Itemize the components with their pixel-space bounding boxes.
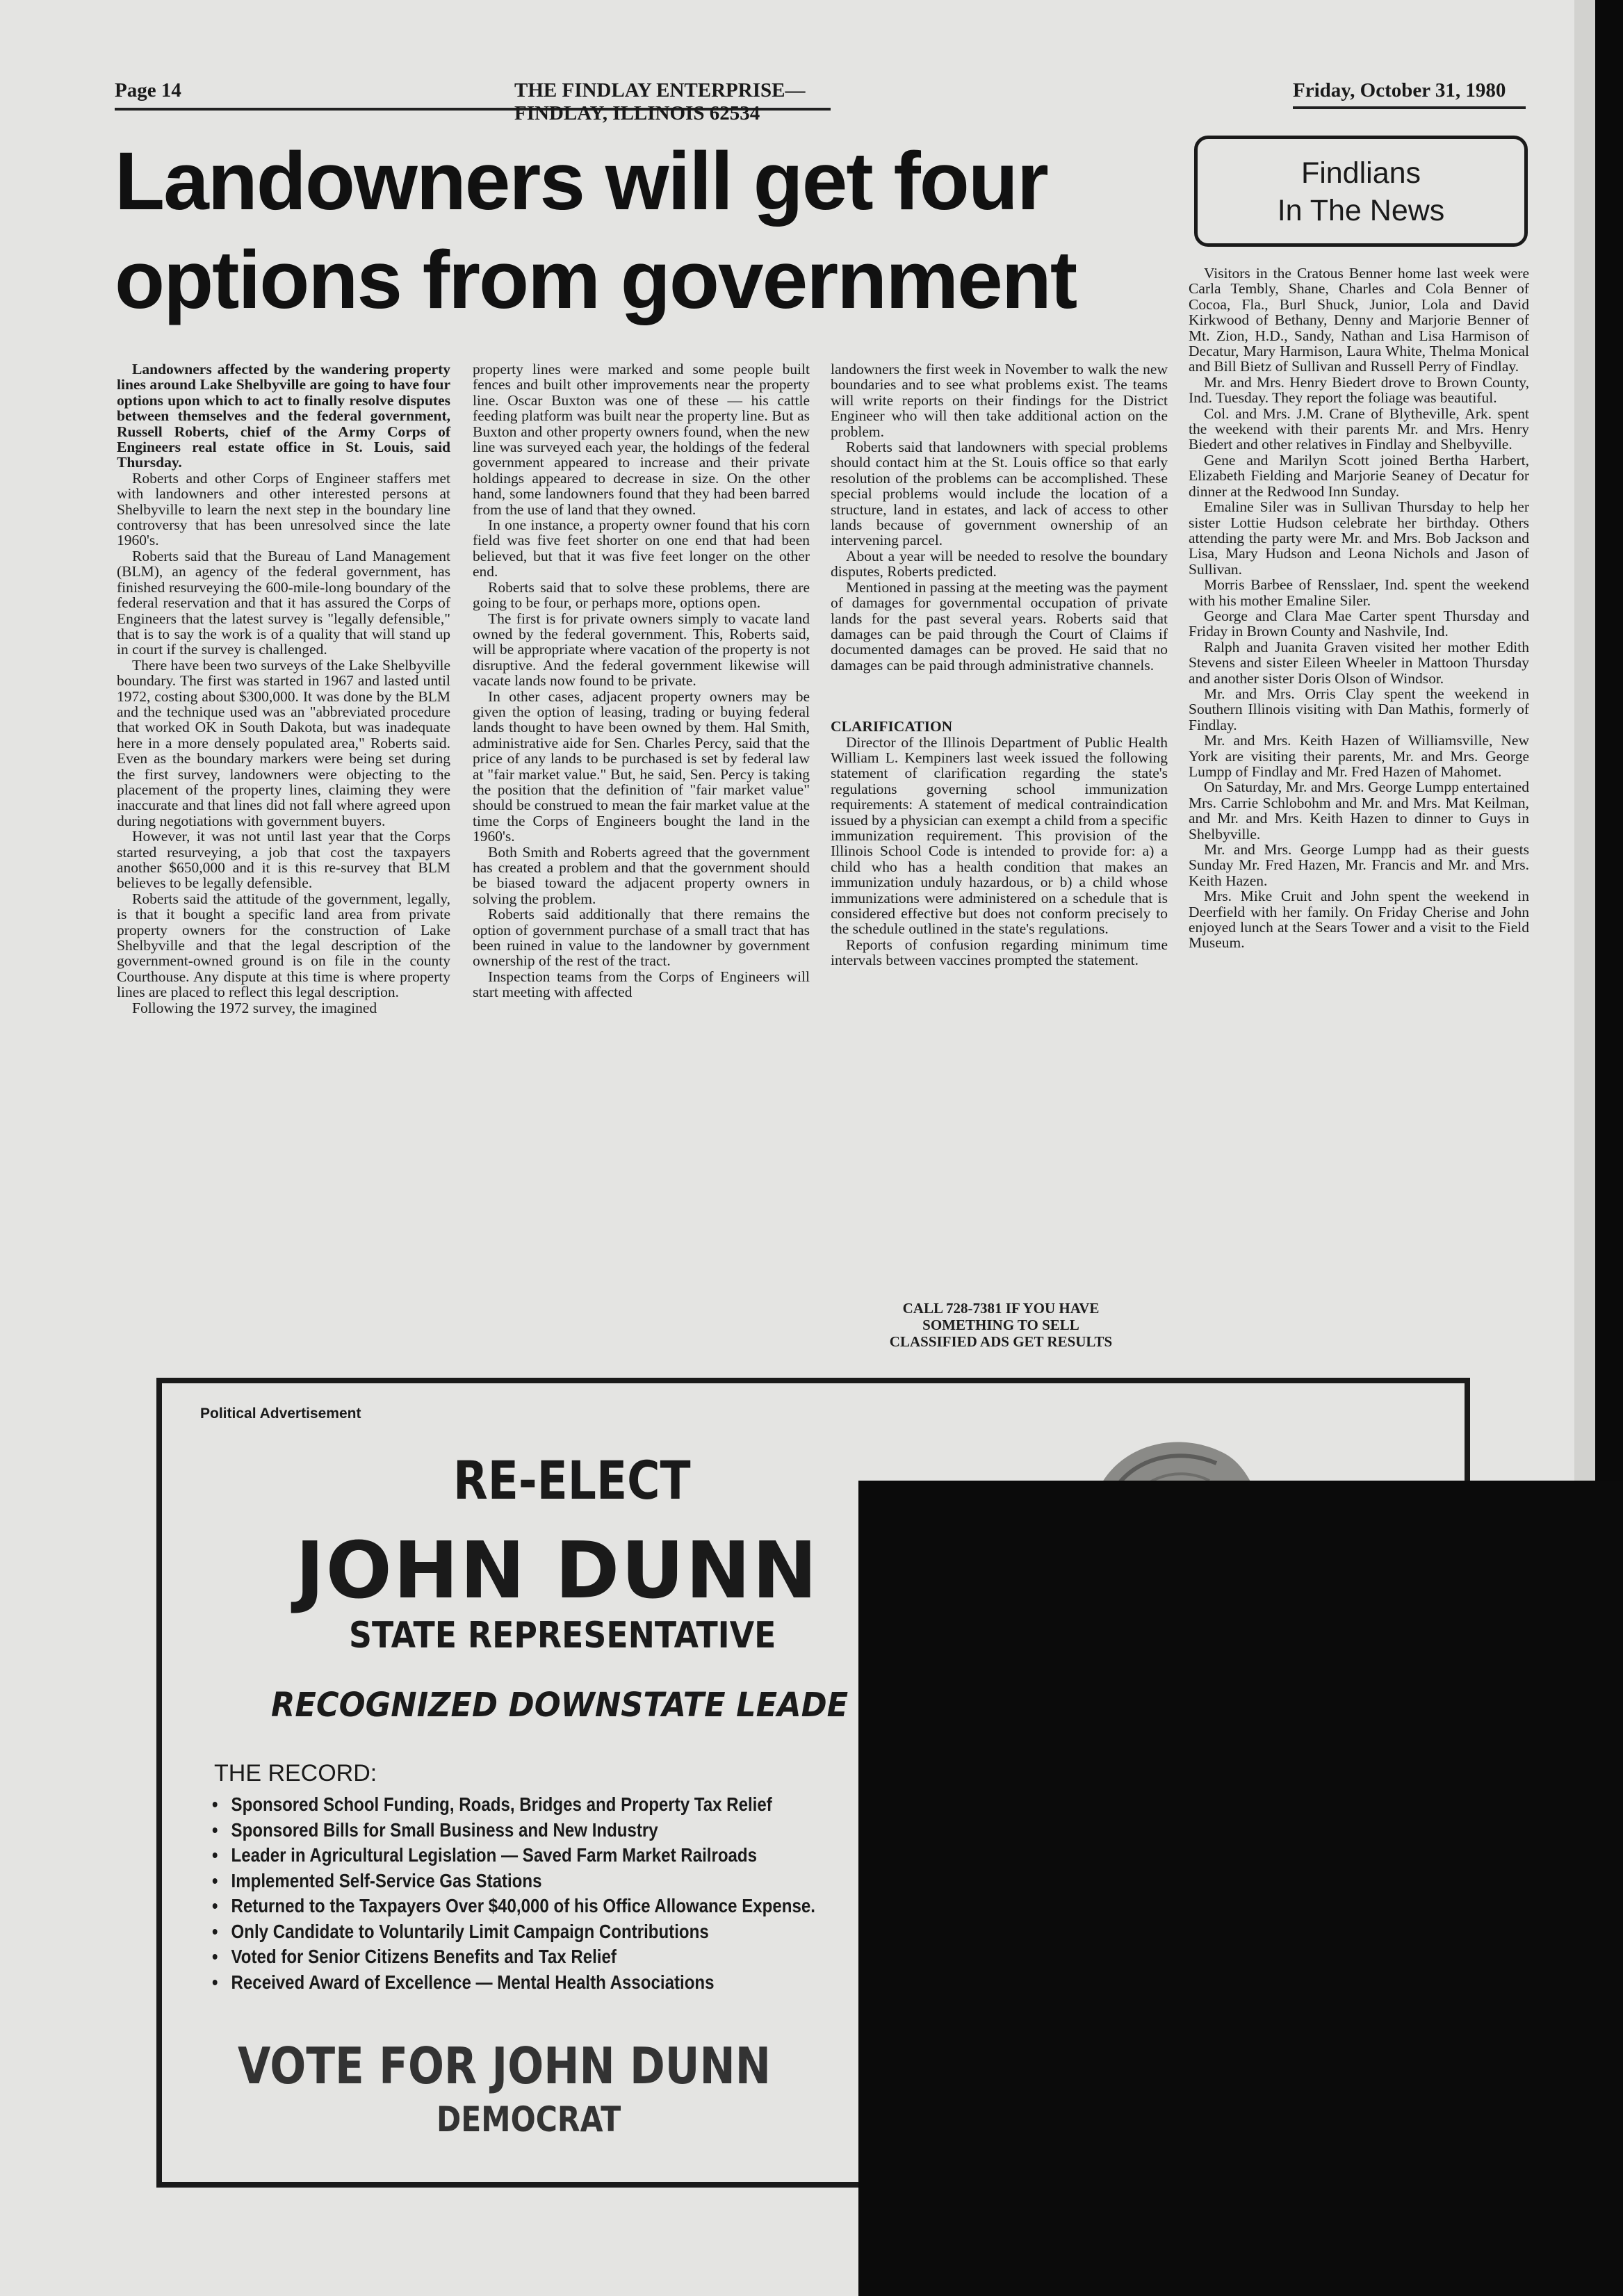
news-item: Col. and Mrs. J.M. Crane of Blytheville, Ark. spent the weekend with their parents Mr. and Mrs. Henry Biedert and other relatives in Findlay and Shelbyville. [1189, 405, 1529, 453]
article-paragraph: Roberts said that to solve these problems, there are going to be four, or perhaps more, options open. [473, 578, 810, 612]
page-edge [1574, 0, 1595, 1481]
record-item: • Returned to the Taxpayers Over $40,000 of his Office Allowance Expense. [212, 1894, 815, 1919]
candidate-office: STATE REPRESENTATIVE [349, 1615, 776, 1656]
sidebar-column [1189, 266, 1529, 951]
news-item: George and Clara Mae Carter spent Thursday and Friday in Brown County and Nashvile, Ind. [1189, 607, 1529, 640]
record-item: • Only Candidate to Voluntarily Limit Campaign Contributions [212, 1919, 815, 1945]
news-item: Mr. and Mrs. Keith Hazen of Williamsville, New York are visiting their parents, Mr. and Mrs. George Lumpp of Findlay and Mr. Fred Hazen of Mahomet. [1189, 732, 1529, 780]
sidebar-title-line: Findlians [1300, 156, 1421, 190]
redaction-block [858, 1481, 1623, 2296]
article-paragraph: Both Smith and Roberts agreed that the government has created a problem and that the government should be biased toward the adjacent property owners in solving the problem. [473, 843, 810, 907]
ad-reelect-heading: RE-ELECT [453, 1449, 691, 1511]
article-paragraph: property lines were marked and some people built fences and built other improvements near the property line. Oscar Buxton was one of these — his cattle feeding platform was built near the property line. But as Buxton and other property owners found, when the new line was surveyed each year, the holdings of the federal government appeared to increase and their private holdings appeared to decrease in size. On the other hand, some landowners found that they had been barred from the use of land that they owned. [473, 361, 810, 518]
article-paragraph: About a year will be needed to resolve the boundary disputes, Roberts predicted. [831, 547, 1168, 580]
ad-label: Political Advertisement [200, 1406, 361, 1422]
clarification-heading: CLARIFICATION [831, 718, 953, 735]
article-paragraph: Roberts and other Corps of Engineer staffers met with landowners and other interested persons at Shelbyville to learn the next step in the boundary line controversy that has been unresolved since the late 1960's. [117, 469, 450, 549]
news-item: Mr. and Mrs. George Lumpp had as their guests Sunday Mr. Fred Hazen, Mr. Francis and Mr. and Mrs. Keith Hazen. [1189, 841, 1529, 889]
record-item: • Voted for Senior Citizens Benefits and Tax Relief [212, 1944, 815, 1970]
article-paragraph: Roberts said additionally that there remains the option of government purchase of a small tract that has been ruined in value to the landowner by government ownership of the rest of the tract. [473, 906, 810, 970]
article-column-1 [117, 361, 450, 1016]
classified-line: CLASSIFIED ADS GET RESULTS [889, 1333, 1113, 1350]
article-paragraph: Roberts said the attitude of the government, legally, is that it bought a specific land area from private property owners for the construction of Lake Shelbyville and that the legal description of the government-owned ground is on file in the county Courthouse. Any dispute at this time is where property lines are placed to reflect this legal description. [117, 890, 450, 1001]
sidebar-title-line: In The News [1277, 194, 1445, 227]
classified-line: CALL 728-7381 IF YOU HAVE [902, 1300, 1100, 1317]
news-item: Mr. and Mrs. Orris Clay spent the weekend in Southern Illinois visiting with Dan Mathis, formerly of Findlay. [1189, 685, 1529, 733]
record-item: • Sponsored Bills for Small Business and New Industry [212, 1818, 815, 1843]
record-item: • Leader in Agricultural Legislation — Saved Farm Market Railroads [212, 1843, 815, 1868]
candidate-name: JOHN DUNN [295, 1526, 819, 1616]
classified-notice [855, 1300, 1147, 1350]
article-paragraph: The first is for private owners simply to vacate land owned by the federal government. This, Roberts said, will be appropriate where vacation of the property is not disruptive. And the federal government likewise will vacate lands now found to be private. [473, 610, 810, 690]
news-item: Mrs. Mike Cruit and John spent the weekend in Deerfield with her family. On Friday Cherise and John enjoyed lunch at the Sears Tower and a visit to the Field Museum. [1189, 888, 1529, 952]
masthead [115, 76, 831, 124]
newspaper-name: THE FINDLAY ENTERPRISE—FINDLAY, ILLINOIS 62534 [514, 79, 806, 124]
article-paragraph: Following the 1972 survey, the imagined [132, 999, 377, 1016]
news-item: Emaline Siler was in Sullivan Thursday to help her sister Lottie Hudson celebrate her birthday. Others attending the party were Mr. and Mrs. Bob Jackson and Lisa, Mary Hudson and Leona Nichols and Jason of Sullivan. [1189, 498, 1529, 578]
classified-line: SOMETHING TO SELL [922, 1317, 1079, 1333]
ad-tagline: RECOGNIZED DOWNSTATE LEADE [271, 1686, 849, 1725]
page-number: Page 14 [115, 79, 181, 101]
clarification-paragraph: Director of the Illinois Department of Public Health William L. Kempiners last week issued the following statement of clarification regarding the state's regulations governing school immunization requirements: A statement of medical contraindication issued by a physician can exempt a child from a specific immunization requirement. This provision of the Illinois School Code is intended to provide for: a) a child who has a health condition that makes an immunization unduly hazardous, or b) a child whose immunizations were administered on a schedule that is considered effective but does not conform precisely to the schedule outlined in the state's regulations. [831, 733, 1168, 938]
news-item: Ralph and Juanita Graven visited her mother Edith Stevens and sister Eileen Wheeler in Mattoon Thursday and another sister Doris Olson of Windsor. [1189, 638, 1529, 687]
article-paragraph: In one instance, a property owner found that his corn field was five feet shorter on one end that had been believed, but that it was five feet longer on the other end. [473, 516, 810, 580]
article-paragraph: Landowners affected by the wandering property lines around Lake Shelbyville are going to have four options upon which to act to finally resolve disputes between themselves and the federal government, Russell Roberts, chief of the Army Corps of Engineers real estate office in St. Louis, said Thursday. [117, 361, 450, 471]
article-paragraph: However, it was not until last year that the Corps started resurveying, a job that cost the taxpayers another $650,000 and it is this re-survey that BLM believes to be legally defensible. [117, 828, 450, 892]
article-paragraph: In other cases, adjacent property owners may be given the option of leasing, trading or buying federal lands thought to have been owned by them. Hal Smith, administrative aide for Sen. Charles Percy, said that the price of any lands to be purchased is set by federal law at "fair market value." But, he said, Sen. Percy is taking the position that the definition of "fair market value" should be construed to mean the fair market value at the time the Corps of Engineers bought the land in the 1960's. [473, 687, 810, 845]
record-item: • Implemented Self-Service Gas Stations [212, 1868, 815, 1894]
record-item: • Sponsored School Funding, Roads, Bridges and Property Tax Relief [212, 1792, 815, 1818]
article-column-3 [831, 361, 1168, 968]
vote-slogan: VOTE FOR JOHN DUNN [238, 2037, 771, 2095]
record-list [212, 1792, 913, 1995]
news-item: Morris Barbee of Rensslaer, Ind. spent the weekend with his mother Emaline Siler. [1189, 576, 1529, 609]
clarification-paragraph: Reports of confusion regarding minimum time intervals between vaccines prompted the statement. [831, 936, 1168, 969]
article-paragraph: There have been two surveys of the Lake Shelbyville boundary. The first was started in 1967 and lasted until 1972, costing about $300,000. It was done by the BLM and the technique used was an "abbreviated procedure that worked OK in South Dakota, but was inadequate here in a more densely populated area," Roberts said. Even as the boundary markers were being set during the first survey, landowners were objecting to the placement of the property lines, claiming they were inaccurate and that lines did not fall where agreed upon during negotiations with government buyers. [117, 656, 450, 829]
party-label: DEMOCRAT [437, 2099, 621, 2140]
article-paragraph: Roberts said that landowners with special problems should contact him at the St. Louis office so that early resolution of the problems can be accomplished. These special problems would include the location of a structure, land in estates, and lack of access to other lands because of government ownership of an intervening parcel. [831, 439, 1168, 549]
news-item: Visitors in the Cratous Benner home last week were Carla Tembly, Shane, Charles and Cola Benner of Cocoa, Fla., Burl Shuck, Junior, Lola and David Kirkwood of Bethany, Denny and Marjorie Benner of Mt. Zion, H.D., Sandy, Nathan and Lisa Harmison of Decatur, Mary Harmison, Laura White, Thelma Monical and Bill Bietz of Sullivan and Russell Perry of Findlay. [1189, 265, 1529, 375]
sidebar-title-box [1194, 136, 1528, 247]
issue-date: Friday, October 31, 1980 [1293, 79, 1526, 109]
article-paragraph: landowners the first week in November to walk the new boundaries and to see what problems exist. The teams will write reports on their findings for the District Engineer who will then take additional action on the problem. [831, 361, 1168, 440]
record-item: • Received Award of Excellence — Mental Health Associations [212, 1970, 815, 1996]
article-paragraph: Inspection teams from the Corps of Engineers will start meeting with affected [473, 968, 810, 1001]
article-paragraph: Roberts said that the Bureau of Land Management (BLM), an agency of the federal government, has finished resurveying the 600-mile-long boundary of the federal reservation and that it has assured the Corps of Engineers that the latest survey is "legally defensible," that is to say the work is of a quality that will stand up in court if the survey is challenged. [117, 547, 450, 658]
news-item: On Saturday, Mr. and Mrs. George Lumpp entertained Mrs. Carrie Schlobohm and Mr. and Mrs. Mat Keilman, and Mr. and Mrs. Keith Hazen to dinner to Guys in Shelbyville. [1189, 779, 1529, 842]
article-paragraph: Mentioned in passing at the meeting was the payment of damages for governmental occupation of private lands for the past several years. Roberts said that damages can be paid through the Court of Claims if documented damages can be proved. He said that no damages can be paid through administrative channels. [831, 578, 1168, 674]
news-item: Gene and Marilyn Scott joined Bertha Harbert, Elizabeth Fielding and Marjorie Seaney of Decatur for dinner at the Redwood Inn Sunday. [1189, 451, 1529, 500]
news-item: Mr. and Mrs. Henry Biedert drove to Brown County, Ind. Tuesday. They report the foliage was beautiful. [1189, 373, 1529, 407]
article-column-2 [473, 361, 810, 1000]
record-heading: THE RECORD: [214, 1760, 377, 1786]
article-headline: Landowners will get four options from government [115, 136, 1077, 326]
